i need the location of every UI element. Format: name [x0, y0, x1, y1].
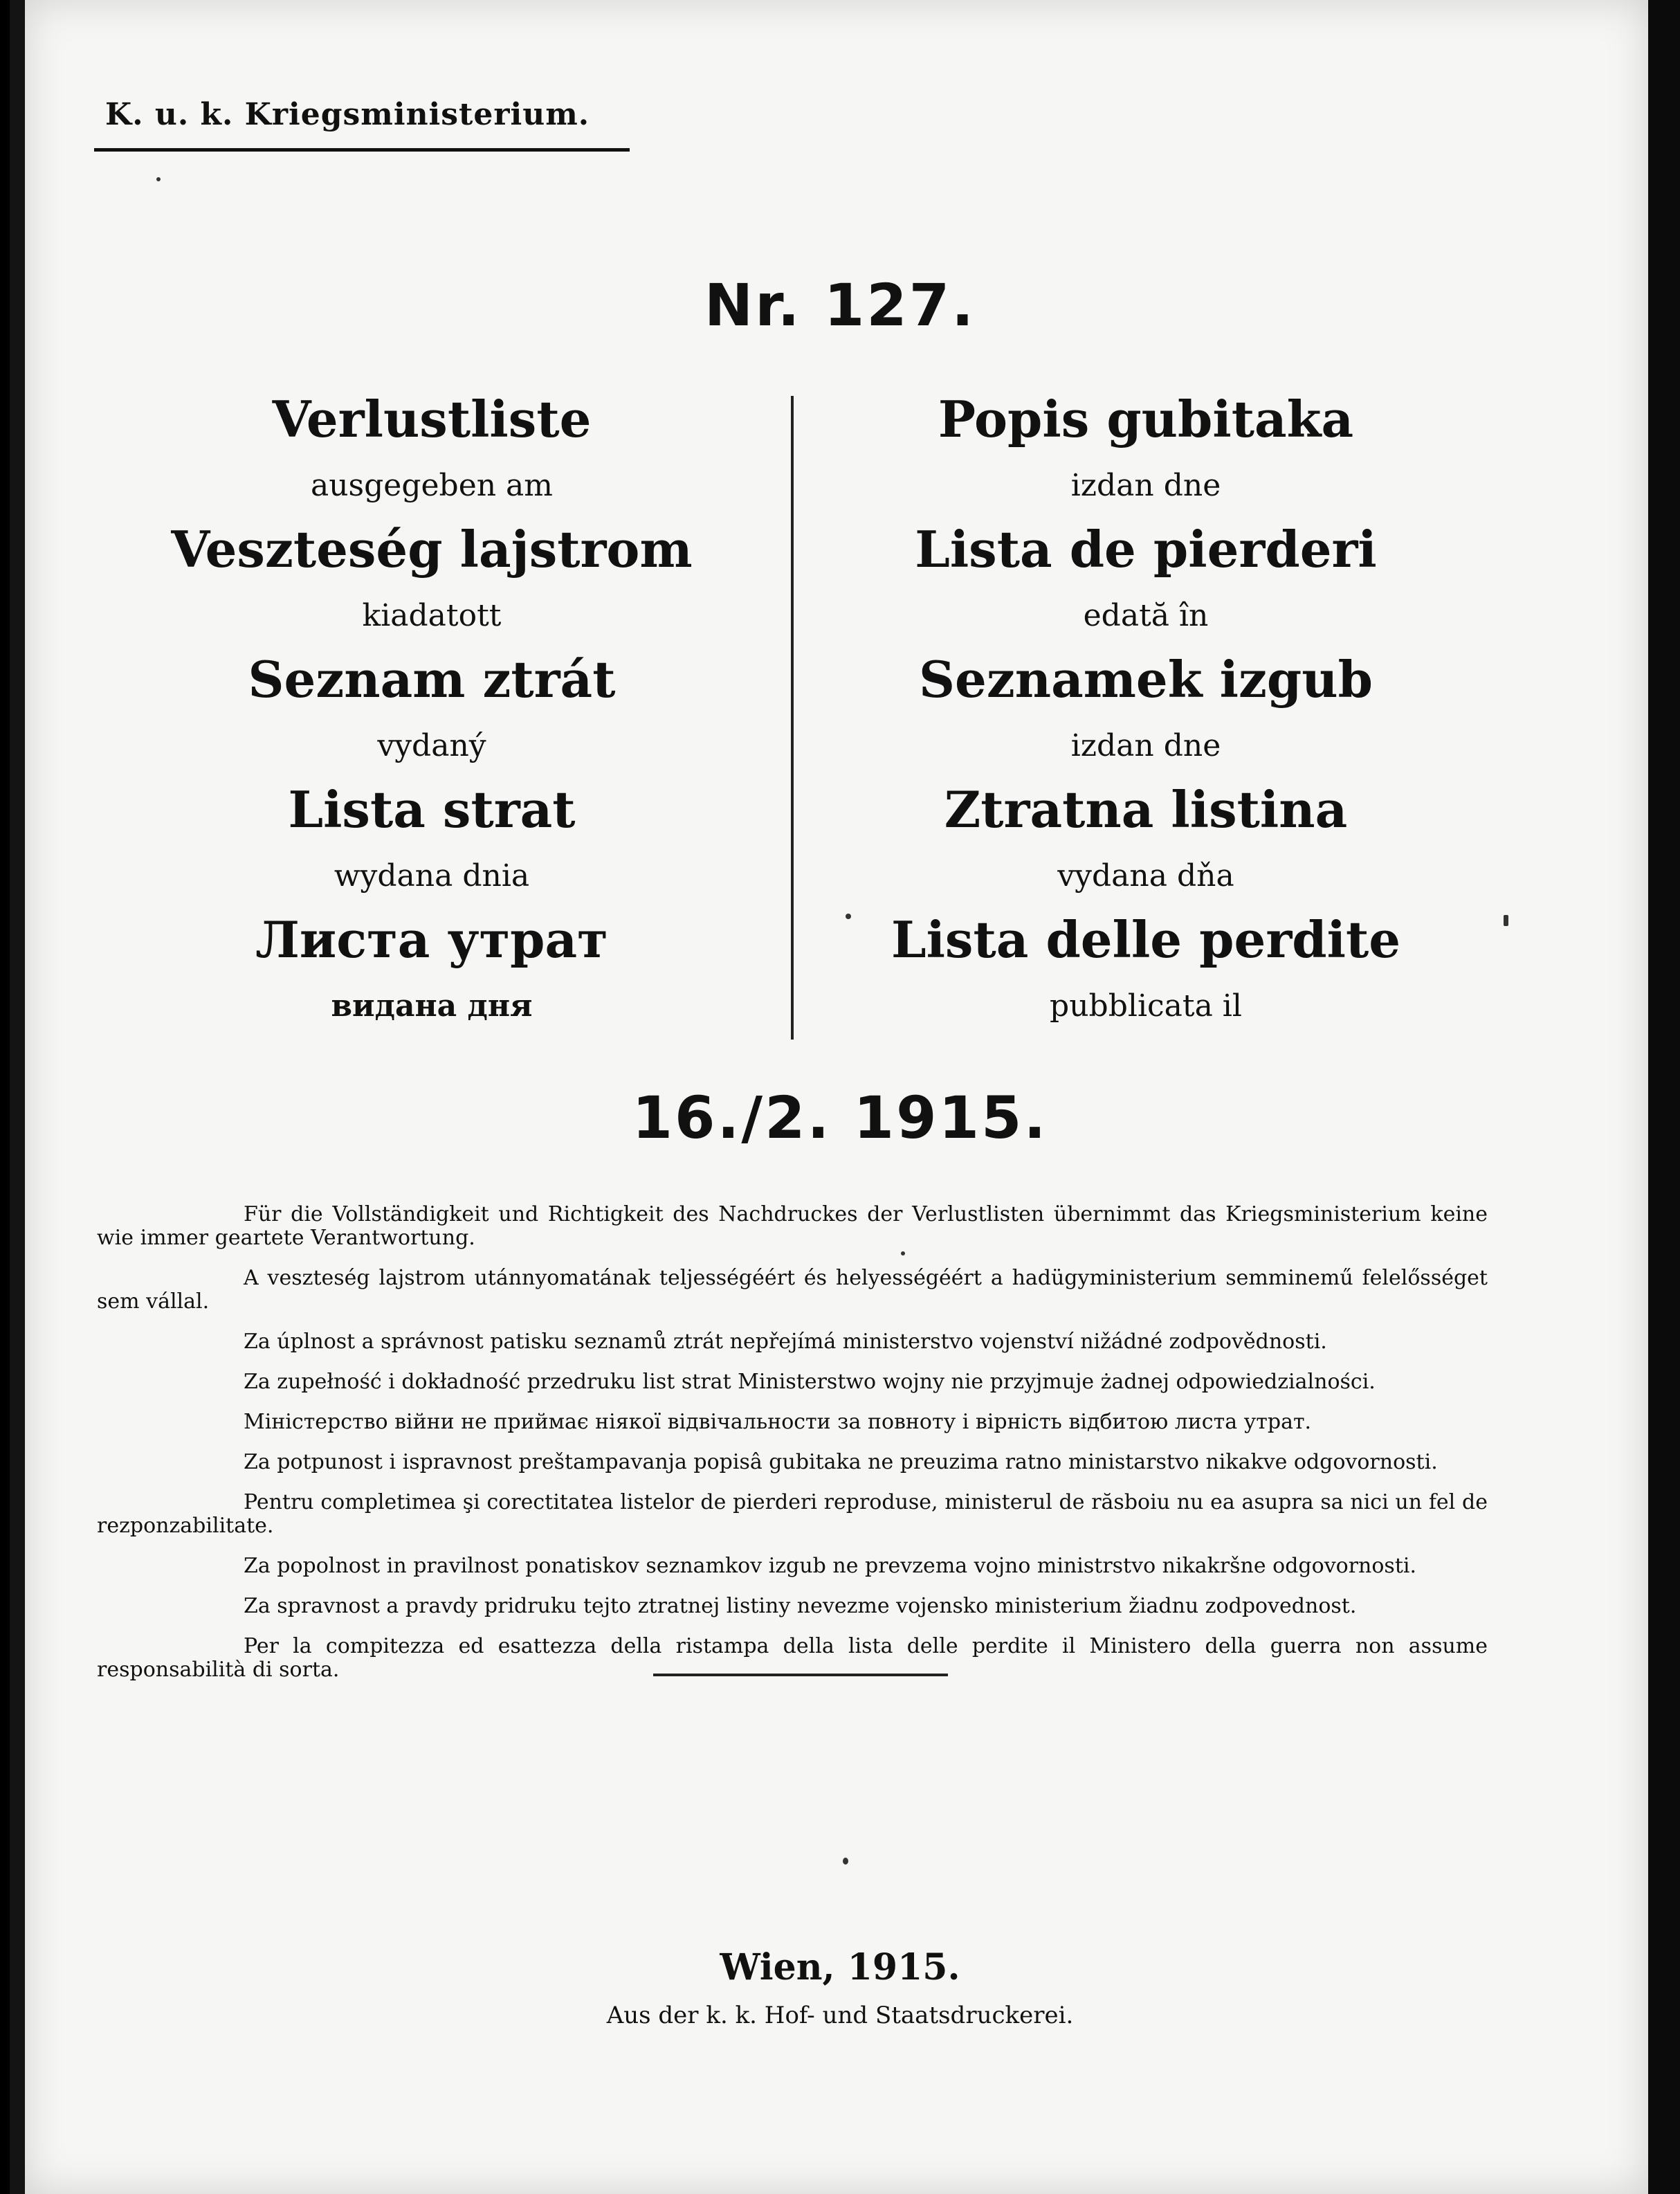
subtitle-german: ausgegeben am [310, 468, 554, 503]
title-croatian: Popis gubitaka [938, 390, 1354, 448]
subtitle-slovak: vydana dňa [1057, 858, 1234, 894]
subtitle-croatian: izdan dne [1070, 468, 1221, 503]
scan-speck [1504, 915, 1508, 926]
note-ruthenian: Міністерство війни не приймає ніякої відвічальности за повноту і вірність відбитою листа утрат. [244, 1410, 1312, 1434]
column-divider [791, 396, 794, 1040]
scan-speck [901, 1251, 905, 1255]
subtitle-ruthenian: видана дня [331, 988, 533, 1024]
note-polish: Za zupełność i dokładność przedruku list strat Ministerstwo wojny nie przyjmuje żadnej odpowiedzialności. [244, 1370, 1376, 1394]
note-croatian: Za potpunost i ispravnost preštampavanja popisâ gubitaka ne preuzima ratno ministarstvo nikakve odgovornosti. [244, 1450, 1438, 1474]
title-italian: Lista delle perdite [891, 910, 1401, 969]
subtitle-slovenian: izdan dne [1070, 728, 1221, 763]
title-czech: Seznam ztrát [248, 650, 616, 709]
imprint-place: Wien, 1915. [720, 1946, 960, 1988]
note-romanian: Pentru completimea şi corectitatea listelor de pierderi reproduse, ministerul de răsboiu nu ea asupra sa nici un fel de rezponzabilitate. [97, 1490, 1488, 1538]
subtitle-romanian: edată în [1083, 598, 1209, 633]
note-slovak: Za spravnost a pravdy pridruku tejto ztratnej listiny nevezme vojensko ministerium žiadnu zodpovednost. [244, 1594, 1357, 1618]
scan-speck [846, 914, 851, 919]
footer-separator [653, 1674, 948, 1676]
note-german: Für die Vollständigkeit und Richtigkeit des Nachdruckes der Verlustlisten übernimmt das Kriegsministerium keine wie immer geartete Verantwortung. [97, 1202, 1488, 1250]
subtitle-polish: wydana dnia [334, 858, 530, 894]
titles-left-column [86, 388, 778, 1038]
note-slovenian: Za popolnost in pravilnost ponatiskov seznamkov izgub ne prevzema vojno ministrstvo nikakršne odgovornosti. [244, 1554, 1417, 1578]
note-hungarian: A veszteség lajstrom utánnyomatának teljességéért és helyességéért a hadügyministerium semminemű felelősséget sem vállal. [97, 1266, 1488, 1314]
scan-speck [156, 177, 161, 181]
title-slovak: Ztratna listina [944, 780, 1348, 839]
disclaimer-notes [97, 1203, 1488, 1698]
note-czech: Za úplnost a správnost patisku seznamů ztrát nepřejímá ministerstvo vojenství nižádné zodpovědnosti. [244, 1330, 1327, 1354]
issue-date: 16./2. 1915. [632, 1084, 1048, 1152]
subtitle-czech: vydaný [377, 728, 486, 763]
title-hungarian: Veszteség lajstrom [171, 520, 693, 579]
title-romanian: Lista de pierderi [915, 520, 1377, 579]
subtitle-hungarian: kiadatott [362, 598, 502, 633]
imprint-printer: Aus der k. k. Hof- und Staatsdruckerei. [606, 2002, 1074, 2029]
subtitle-italian: pubblicata il [1050, 988, 1242, 1024]
title-polish: Lista strat [288, 780, 576, 839]
title-slovenian: Seznamek izgub [919, 650, 1373, 709]
title-german: Verlustliste [272, 390, 592, 448]
ministry-header: K. u. k. Kriegsministerium. [105, 97, 590, 132]
scan-speck [843, 1858, 848, 1865]
titles-right-column [800, 388, 1492, 1038]
header-rule [94, 148, 630, 152]
title-ruthenian: Листа утрат [255, 910, 608, 969]
list-number: Nr. 127. [704, 271, 976, 339]
note-italian: Per la compitezza ed esattezza della ristampa della lista delle perdite il Ministero della guerra non assume responsabilità di sorta. [97, 1634, 1488, 1682]
